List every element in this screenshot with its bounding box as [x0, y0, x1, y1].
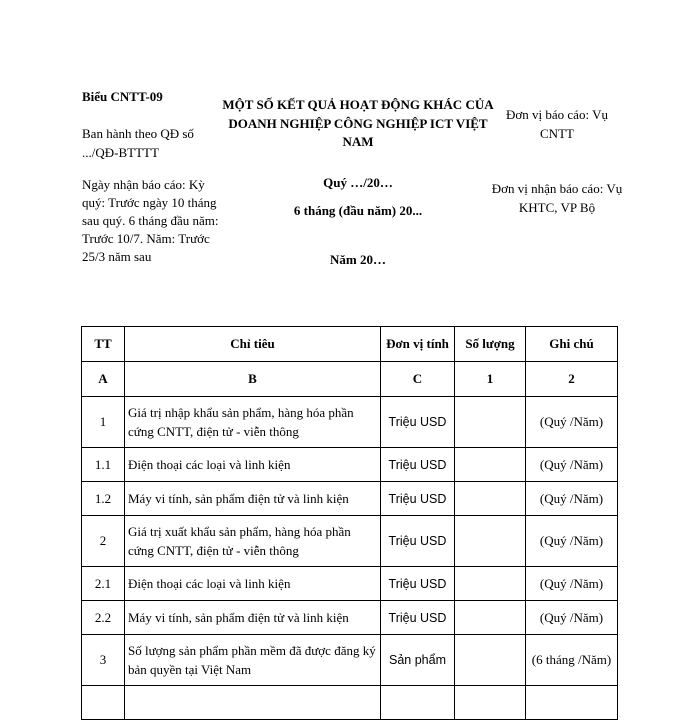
column-code-row	[82, 362, 618, 397]
period-year: Năm 20…	[330, 252, 386, 267]
note-cell: (Quý /Năm)	[526, 516, 618, 567]
receive-date-text: Ngày nhận báo cáo: Kỳ quý: Trước ngày 10 tháng sau quý. 6 tháng đầu năm: Trước 10/7. Năm: Trước 25/3 năm sau	[82, 177, 219, 264]
note-cell: (Quý /Năm)	[526, 448, 618, 482]
table-row	[82, 635, 618, 686]
period-quarter: Quý …/20…	[323, 175, 393, 190]
row-number: 3	[82, 635, 125, 686]
quantity-cell[interactable]	[455, 516, 526, 567]
unit-cell: Triệu USD	[381, 482, 455, 516]
note-cell: (Quý /Năm)	[526, 567, 618, 601]
unit-cell: Triệu USD	[381, 448, 455, 482]
row-number: 2.1	[82, 567, 125, 601]
indicator-name: Điện thoại các loại và linh kiện	[125, 448, 381, 482]
table-row	[82, 397, 618, 448]
unit-cell: Sản phẩm	[381, 635, 455, 686]
note-cell: (Quý /Năm)	[526, 397, 618, 448]
row-number: 1.2	[82, 482, 125, 516]
quantity-cell[interactable]	[455, 482, 526, 516]
report-title: MỘT SỐ KẾT QUẢ HOẠT ĐỘNG KHÁC CỦA DOANH NGHIỆP CÔNG NGHIỆP ICT VIỆT NAM	[222, 97, 494, 149]
indicator-name: Điện thoại các loại và linh kiện	[125, 567, 381, 601]
unit-cell: Triệu USD	[381, 516, 455, 567]
row-number: 2.2	[82, 601, 125, 635]
quantity-cell[interactable]	[455, 448, 526, 482]
indicator-name: Máy vi tính, sản phẩm điện tử và linh kiện	[125, 601, 381, 635]
row-number: 1	[82, 397, 125, 448]
table-row	[82, 516, 618, 567]
unit-cell: Triệu USD	[381, 567, 455, 601]
indicator-name: Giá trị nhập khẩu sản phẩm, hàng hóa phần cứng CNTT, điện tử - viễn thông	[125, 397, 381, 448]
quantity-cell[interactable]	[455, 397, 526, 448]
column-code: 2	[526, 362, 618, 397]
note-cell: (6 tháng /Năm)	[526, 635, 618, 686]
row-number: 2	[82, 516, 125, 567]
table-header-row	[82, 327, 618, 362]
indicator-name: Máy vi tính, sản phẩm điện tử và linh kiện	[125, 482, 381, 516]
table-row	[82, 601, 618, 635]
receiving-unit: Đơn vị nhận báo cáo: Vụ KHTC, VP Bộ	[491, 181, 623, 215]
row-number: 1.1	[82, 448, 125, 482]
report-table	[81, 326, 618, 720]
indicator-name: Số lượng sản phẩm phần mềm đã được đăng ký bản quyền tại Việt Nam	[125, 635, 381, 686]
column-code: 1	[455, 362, 526, 397]
unit-cell: Triệu USD	[381, 601, 455, 635]
reporting-unit: Đơn vị báo cáo: Vụ CNTT	[506, 107, 608, 141]
table-row-partial	[82, 686, 618, 720]
unit-cell: Triệu USD	[381, 397, 455, 448]
note-cell: (Quý /Năm)	[526, 601, 618, 635]
period-half-year: 6 tháng (đầu năm) 20...	[293, 203, 423, 218]
column-code: A	[82, 362, 125, 397]
indicator-name: Giá trị xuất khẩu sản phẩm, hàng hóa phần cứng CNTT, điện tử - viễn thông	[125, 516, 381, 567]
quantity-cell[interactable]	[455, 635, 526, 686]
quantity-cell[interactable]	[455, 567, 526, 601]
column-code: C	[381, 362, 455, 397]
table-row	[82, 482, 618, 516]
column-header-quantity: Số lượng	[455, 327, 526, 362]
form-code: Biểu CNTT-09	[82, 89, 163, 104]
issued-by-text: Ban hành theo QĐ số .../QĐ-BTTTT	[82, 126, 194, 160]
column-header-indicator: Chỉ tiêu	[125, 327, 381, 362]
column-header-note: Ghi chú	[526, 327, 618, 362]
column-code: B	[125, 362, 381, 397]
table-row	[82, 448, 618, 482]
quantity-cell[interactable]	[455, 601, 526, 635]
table-row	[82, 567, 618, 601]
note-cell: (Quý /Năm)	[526, 482, 618, 516]
column-header-unit: Đơn vị tính	[381, 327, 455, 362]
column-header-tt: TT	[82, 327, 125, 362]
